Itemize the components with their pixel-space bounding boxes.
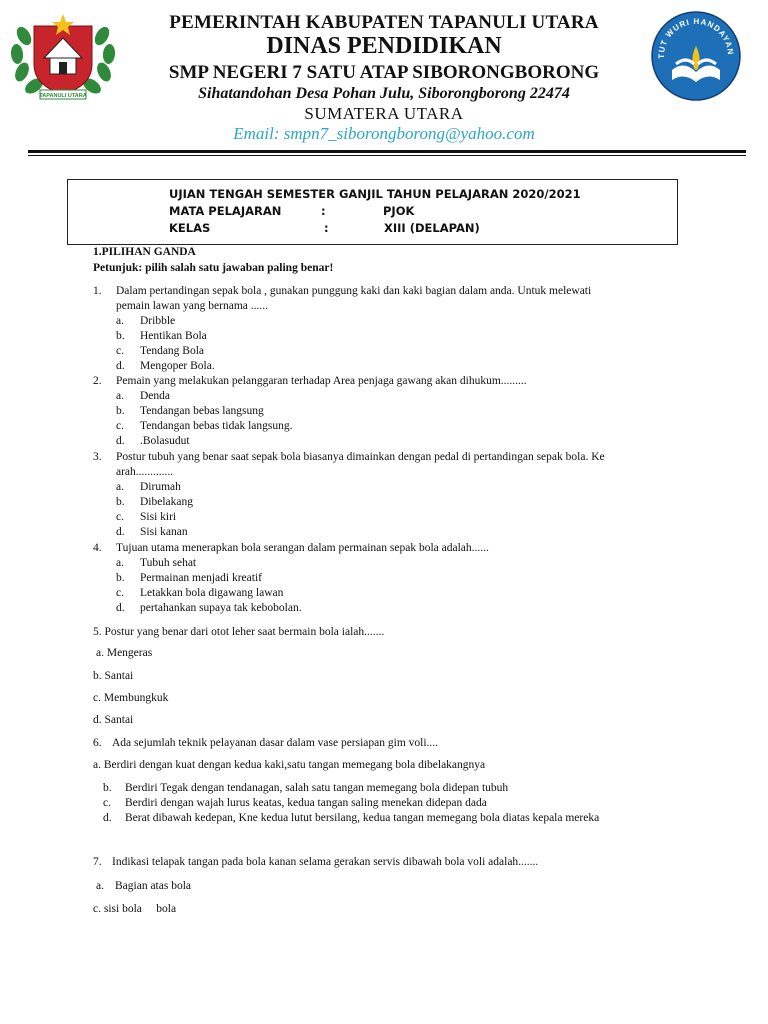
right-logo-text: TUT WURI HANDAYAN: [656, 16, 736, 59]
option-letter: b.: [116, 572, 125, 584]
question-text: Postur tubuh yang benar saat sepak bola biasanya dimainkan dengan pedal di pertandingan sepak bola. Ke: [116, 451, 605, 463]
question-number: 2.: [93, 375, 102, 387]
option-letter: d.: [116, 526, 125, 538]
option-text: Tendangan bebas tidak langsung.: [140, 420, 293, 432]
header-divider-thick: [28, 150, 746, 153]
question-text: Dalam pertandingan sepak bola , gunakan punggung kaki dan kaki bagian dalam anda. Untuk melewati: [116, 285, 592, 297]
option-text: c. Membungkuk: [93, 692, 169, 704]
option-text: a. Berdiri dengan kuat dengan kedua kaki,satu tangan memegang bola dibelakangnya: [93, 759, 486, 771]
option-text: Berdiri Tegak dengan tendanagan, salah satu tangan memegang bola didepan tubuh: [125, 782, 509, 794]
option-text: Mengoper Bola.: [140, 360, 215, 372]
option-text: Dibelakang: [140, 496, 194, 508]
government-title: PEMERINTAH KABUPATEN TAPANULI UTARA: [169, 12, 599, 33]
option-letter: a.: [116, 557, 124, 569]
option-letter: c.: [116, 587, 124, 599]
question-text: Pemain yang melakukan pelanggaran terhadap Area penjaga gawang akan dihukum.........: [116, 375, 527, 387]
option-letter: b.: [116, 405, 125, 417]
option-text: Tubuh sehat: [140, 557, 197, 569]
subject-colon: :: [321, 204, 326, 218]
question-number: 6.: [93, 737, 102, 749]
option-text: .Bolasudut: [140, 435, 190, 447]
option-text: b. Santai: [93, 670, 134, 682]
question-text: pemain lawan yang bernama ......: [116, 300, 268, 312]
class-label: KELAS: [169, 221, 211, 235]
option-letter: b.: [103, 782, 112, 794]
question-number: 3.: [93, 451, 102, 463]
header-divider-thin: [28, 155, 746, 156]
option-letter: d.: [103, 812, 112, 824]
option-text: d. Santai: [93, 714, 134, 726]
option-letter: d.: [116, 435, 125, 447]
option-text: Letakkan bola digawang lawan: [140, 587, 284, 599]
question-text: arah.............: [116, 466, 174, 478]
option-text: c. sisi bola bola: [93, 903, 177, 915]
question-number: 4.: [93, 542, 102, 554]
question-text: Ada sejumlah teknik pelayanan dasar dalam vase persiapan gim voli....: [112, 737, 439, 749]
option-letter: c.: [116, 345, 124, 357]
option-text: a. Mengeras: [96, 647, 153, 659]
subject-value: PJOK: [383, 204, 415, 218]
question-text: Tujuan utama menerapkan bola serangan dalam permainan sepak bola adalah......: [116, 542, 489, 554]
left-logo-caption: TAPANULI UTARA: [39, 93, 87, 99]
school-name: SMP NEGERI 7 SATU ATAP SIBORONGBORONG: [168, 62, 600, 83]
option-text: Denda: [140, 390, 171, 402]
option-letter: a.: [96, 880, 104, 892]
school-email: Email: smpn7_siborongborong@yahoo.com: [233, 124, 535, 143]
exam-info-box: [67, 179, 678, 245]
option-text: Dirumah: [140, 481, 181, 493]
option-text: Berdiri dengan wajah lurus keatas, kedua tangan saling menekan didepan dada: [125, 797, 487, 809]
option-letter: a.: [116, 481, 124, 493]
question-text: Indikasi telapak tangan pada bola kanan selama gerakan servis dibawah bola voli adalah.......: [112, 856, 539, 868]
option-text: Bagian atas bola: [115, 880, 192, 892]
option-text: Tendang Bola: [140, 345, 205, 357]
option-letter: d.: [116, 602, 125, 614]
option-letter: c.: [116, 420, 124, 432]
option-text: Hentikan Bola: [140, 330, 207, 342]
section-heading: 1.PILIHAN GANDA: [93, 246, 196, 258]
option-text: Dribble: [140, 315, 176, 327]
class-value: XIII (DELAPAN): [384, 221, 480, 235]
option-letter: c.: [116, 511, 124, 523]
option-letter: c.: [103, 797, 111, 809]
section-instruction: Petunjuk: pilih salah satu jawaban paling benar!: [93, 262, 334, 274]
option-text: Sisi kanan: [140, 526, 188, 538]
option-text: Berat dibawah kedepan, Kne kedua lutut bersilang, kedua tangan memegang bola diatas kepala mereka: [125, 812, 600, 824]
exam-title: UJIAN TENGAH SEMESTER GANJIL TAHUN PELAJARAN 2020/2021: [169, 187, 581, 201]
option-letter: d.: [116, 360, 125, 372]
school-address: Sihatandohan Desa Pohan Julu, Siborongborong 22474: [198, 85, 570, 102]
option-letter: b.: [116, 330, 125, 342]
question-text: 5. Postur yang benar dari otot leher saat bermain bola ialah.......: [93, 626, 385, 638]
question-number: 1.: [93, 285, 102, 297]
class-colon: :: [324, 221, 329, 235]
province-name: SUMATERA UTARA: [304, 104, 464, 123]
subject-label: MATA PELAJARAN: [169, 204, 282, 218]
question-number: 7.: [93, 856, 102, 868]
option-text: Sisi kiri: [140, 511, 177, 523]
option-letter: a.: [116, 390, 124, 402]
option-text: Permainan menjadi kreatif: [140, 572, 262, 584]
option-text: Tendangan bebas langsung: [140, 405, 264, 417]
department-title: DINAS PENDIDIKAN: [266, 33, 502, 59]
option-letter: a.: [116, 315, 124, 327]
option-text: pertahankan supaya tak kebobolan.: [140, 602, 302, 614]
option-letter: b.: [116, 496, 125, 508]
